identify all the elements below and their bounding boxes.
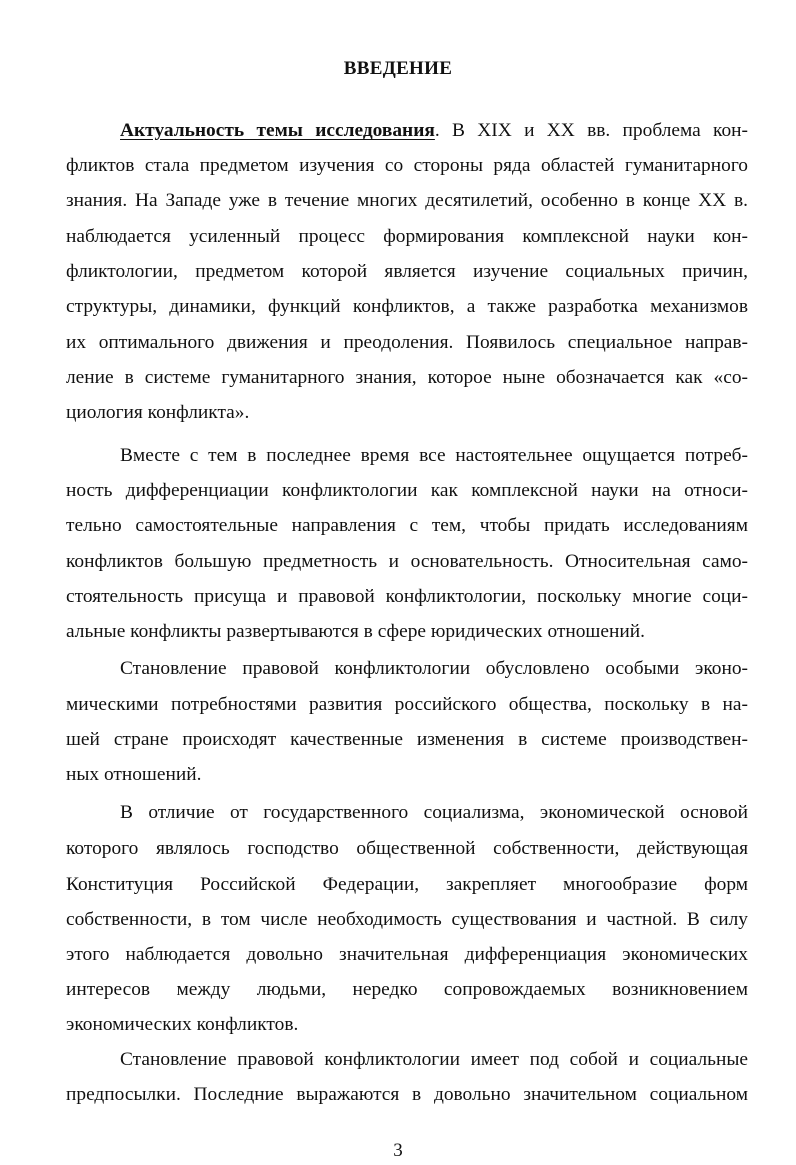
text-line: собственности, в том числе необходимость существования и частной. В силу: [66, 909, 748, 930]
text-line: ных отношений.: [66, 764, 202, 785]
text-line: стоятельность присуща и правовой конфликтологии, поскольку многие соци-: [66, 586, 748, 607]
text-line: этого наблюдается довольно значительная дифференциация экономических: [66, 944, 748, 965]
text-line: наблюдается усиленный процесс формирования комплексной науки кон-: [66, 226, 748, 247]
text-line: альные конфликты развертываются в сфере юридических отношений.: [66, 621, 645, 642]
text-line: В отличие от государственного социализма, экономической основой: [120, 802, 748, 823]
text-line: которого являлось господство общественной собственности, действующая: [66, 838, 748, 859]
page-title: ВВЕДЕНИЕ: [343, 58, 453, 79]
text-line: Становление правовой конфликтологии имеет под собой и социальные: [120, 1049, 748, 1070]
text-line: Становление правовой конфликтологии обусловлено особыми эконо-: [120, 658, 748, 679]
text-line: Конституция Российской Федерации, закрепляет многообразие форм: [66, 874, 748, 895]
text-line: фликтов стала предметом изучения со стороны ряда областей гуманитарного: [66, 155, 748, 176]
text-line: ность дифференциации конфликтологии как комплексной науки на относи-: [66, 480, 748, 501]
text-line: экономических конфликтов.: [66, 1014, 299, 1035]
text-line: предпосылки. Последние выражаются в довольно значительном социальном: [66, 1084, 748, 1105]
text-line: их оптимального движения и преодоления. Появилось специальное направ-: [66, 332, 748, 353]
text-line: Актуальность темы исследования. В ХIХ и ХХ вв. проблема кон-: [120, 120, 748, 141]
text-line: структуры, динамики, функций конфликтов, а также разработка механизмов: [66, 296, 748, 317]
text-line: знания. На Западе уже в течение многих десятилетий, особенно в конце ХХ в.: [66, 190, 748, 211]
page-number: 3: [393, 1140, 403, 1161]
text-line: шей стране происходят качественные изменения в системе производствен-: [66, 729, 748, 750]
text-line: циология конфликта».: [66, 402, 250, 423]
text-line: мическими потребностями развития российского общества, поскольку в на-: [66, 694, 748, 715]
text-line: Вместе с тем в последнее время все настоятельнее ощущается потреб-: [120, 445, 748, 466]
section-highlight: Актуальность темы исследования: [120, 120, 435, 141]
text-line: интересов между людьми, нередко сопровождаемых возникновением: [66, 979, 748, 1000]
text-line: ление в системе гуманитарного знания, которое ныне обозначается как «со-: [66, 367, 748, 388]
text-line: тельно самостоятельные направления с тем, чтобы придать исследованиям: [66, 515, 748, 536]
text-line: конфликтов большую предметность и основательность. Относительная само-: [66, 551, 748, 572]
text-line: фликтологии, предметом которой является изучение социальных причин,: [66, 261, 748, 282]
